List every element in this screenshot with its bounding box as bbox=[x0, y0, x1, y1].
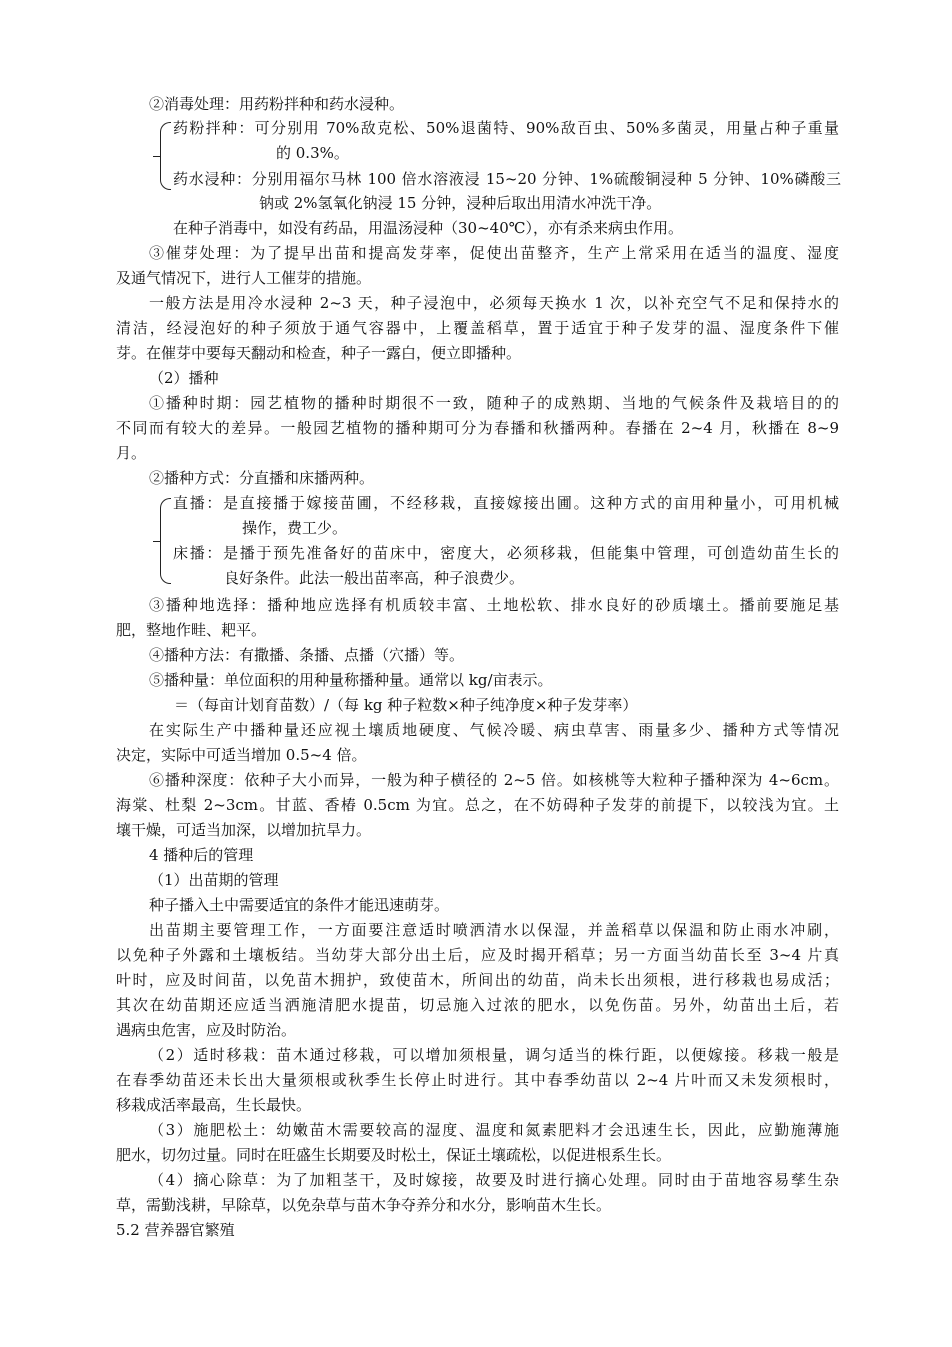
germination-method-3: 芽。在催芽中要每天翻动和检查，种子一露白，便立即播种。 bbox=[116, 344, 522, 362]
aftercare-sub1-p1: 出苗期主要管理工作，一方面要注意适时喷洒清水以保湿，并盖稻草以保温和防止雨水冲刷， bbox=[149, 921, 839, 939]
liquid-line-1: 药水浸种：分别用福尔马林 100 倍水溶液浸 15~20 分钟、1%硫酸铜浸种 5 分钟、10%磷酸三 bbox=[173, 170, 841, 188]
sowing-site-2: 肥，整地作畦、耙平。 bbox=[116, 621, 267, 639]
germination-method-2: 清洁，经浸泡好的种子须放于通气容器中，上覆盖稻草，置于适宜于种子发芽的温、湿度条件下催 bbox=[116, 319, 839, 337]
sowing-formula: ＝（每亩计划育苗数）/（每 kg 种子粒数×种子纯净度×种子发芽率） bbox=[174, 696, 638, 714]
sowing-time-3: 月。 bbox=[116, 444, 147, 462]
sowing-mode-heading: ②播种方式：分直播和床播两种。 bbox=[149, 469, 375, 487]
direct-sowing-2: 操作，费工少。 bbox=[242, 519, 348, 537]
sowing-depth-1: ⑥播种深度：依种子大小而异，一般为种子横径的 2~5 倍。如核桃等大粒种子播种深为 4~6cm。 bbox=[149, 771, 839, 789]
sowing-method: ④播种方法：有撒播、条播、点播（穴播）等。 bbox=[149, 646, 465, 664]
brace-disinfect bbox=[160, 122, 171, 190]
germination-method-1: 一般方法是用冷水浸种 2~3 天，种子浸泡中，必须每天换水 1 次，以补充空气不足和保持水的 bbox=[149, 294, 839, 312]
bed-sowing-2: 良好条件。此法一般出苗率高，种子浪费少。 bbox=[224, 569, 525, 587]
aftercare-sub1-p5: 遇病虫危害，应及时防治。 bbox=[116, 1021, 297, 1039]
aftercare-sub2-3: 移栽成活率最高，生长最快。 bbox=[116, 1096, 312, 1114]
amount-note-1: 在实际生产中播种量还应视土壤质地硬度、气候冷暖、病虫草害、雨量多少、播种方式等情况 bbox=[149, 721, 839, 739]
brace-sowing-mode bbox=[160, 498, 171, 584]
powder-line-2: 的 0.3%。 bbox=[276, 144, 349, 162]
direct-sowing-1: 直播：是直接播于嫁接苗圃，不经移栽，直接嫁接出圃。这种方式的亩用种量小，可用机械 bbox=[173, 494, 839, 512]
disinfect-note: 在种子消毒中，如没有药品，用温汤浸种（30~40℃），亦有杀来病虫作用。 bbox=[173, 219, 684, 237]
aftercare-sub3-1: （3）施肥松土：幼嫩苗木需要较高的湿度、温度和氮素肥料才会迅速生长，因此，应勤施薄施 bbox=[149, 1121, 839, 1139]
sowing-time-2: 不同而有较大的差异。一般园艺植物的播种期可分为春播和秋播两种。春播在 2~4 月，秋播在 8~9 bbox=[116, 419, 839, 437]
germination-line-1: ③催芽处理：为了提早出苗和提高发芽率，促使出苗整齐，生产上常采用在适当的温度、湿度 bbox=[149, 244, 839, 262]
germination-line-2: 及通气情况下，进行人工催芽的措施。 bbox=[116, 269, 372, 287]
sowing-time-1: ①播种时期：园艺植物的播种时期很不一致，随种子的成熟期、当地的气候条件及栽培目的的 bbox=[149, 394, 839, 412]
aftercare-sub2-2: 在春季幼苗还未长出大量须根或秋季生长停止时进行。其中春季幼苗以 2~4 片叶而又未发须根时， bbox=[116, 1071, 839, 1089]
aftercare-sub1-p3: 叶时，应及时间苗，以免苗木拥护，致使苗木，所间出的幼苗，尚未长出须根，进行移栽也易成活； bbox=[116, 971, 839, 989]
sowing-heading: （2）播种 bbox=[149, 369, 219, 387]
sowing-depth-3: 壤干燥，可适当加深，以增加抗旱力。 bbox=[116, 821, 372, 839]
aftercare-sub1-p2: 以免种子外露和土壤板结。当幼芽大部分出土后，应及时揭开稻草；另一方面当幼苗长至 3~4 片真 bbox=[116, 946, 839, 964]
aftercare-sub1-intro: 种子播入土中需要适宜的条件才能迅速萌芽。 bbox=[149, 896, 450, 914]
powder-line-1: 药粉拌种：可分别用 70%敌克松、50%退菌特、90%敌百虫、50%多菌灵，用量占种子重量 bbox=[173, 119, 839, 137]
aftercare-sub4-2: 草，需勤浅耕，早除草，以免杂草与苗木争夺养分和水分，影响苗木生长。 bbox=[116, 1196, 612, 1214]
bed-sowing-1: 床播：是播于预先准备好的苗床中，密度大，必须移栽，但能集中管理，可创造幼苗生长的 bbox=[173, 544, 839, 562]
next-section-heading: 5.2 营养器官繁殖 bbox=[116, 1221, 235, 1239]
aftercare-sub1-p4: 其次在幼苗期还应适当洒施清肥水提苗，切忌施入过浓的肥水，以免伤苗。另外，幼苗出土后，若 bbox=[116, 996, 839, 1014]
aftercare-sub4-1: （4）摘心除草：为了加粗茎干，及时嫁接，故要及时进行摘心处理。同时由于苗地容易孳生杂 bbox=[149, 1171, 839, 1189]
disinfect-heading: ②消毒处理：用药粉拌种和药水浸种。 bbox=[149, 95, 405, 113]
aftercare-sub3-2: 肥水，切勿过量。同时在旺盛生长期要及时松土，保证土壤疏松，以促进根系生长。 bbox=[116, 1146, 672, 1164]
aftercare-sub1: （1）出苗期的管理 bbox=[149, 871, 279, 889]
aftercare-heading: 4 播种后的管理 bbox=[149, 846, 254, 864]
aftercare-sub2-1: （2）适时移栽：苗木通过移栽，可以增加须根量，调匀适当的株行距，以便嫁接。移栽一般是 bbox=[149, 1046, 839, 1064]
amount-note-2: 决定，实际中可适当增加 0.5~4 倍。 bbox=[116, 746, 367, 764]
liquid-line-2: 钠或 2%氢氧化钠浸 15 分钟，浸种后取出用清水冲洗干净。 bbox=[259, 194, 662, 212]
sowing-depth-2: 海棠、杜梨 2~3cm。甘蓝、香椿 0.5cm 为宜。总之，在不妨碍种子发芽的前提下，以较浅为宜。土 bbox=[116, 796, 839, 814]
sowing-site-1: ③播种地选择：播种地应选择有机质较丰富、土地松软、排水良好的砂质壤土。播前要施足基 bbox=[149, 596, 839, 614]
sowing-amount: ⑤播种量：单位面积的用种量称播种量。通常以 kg/亩表示。 bbox=[149, 671, 553, 689]
